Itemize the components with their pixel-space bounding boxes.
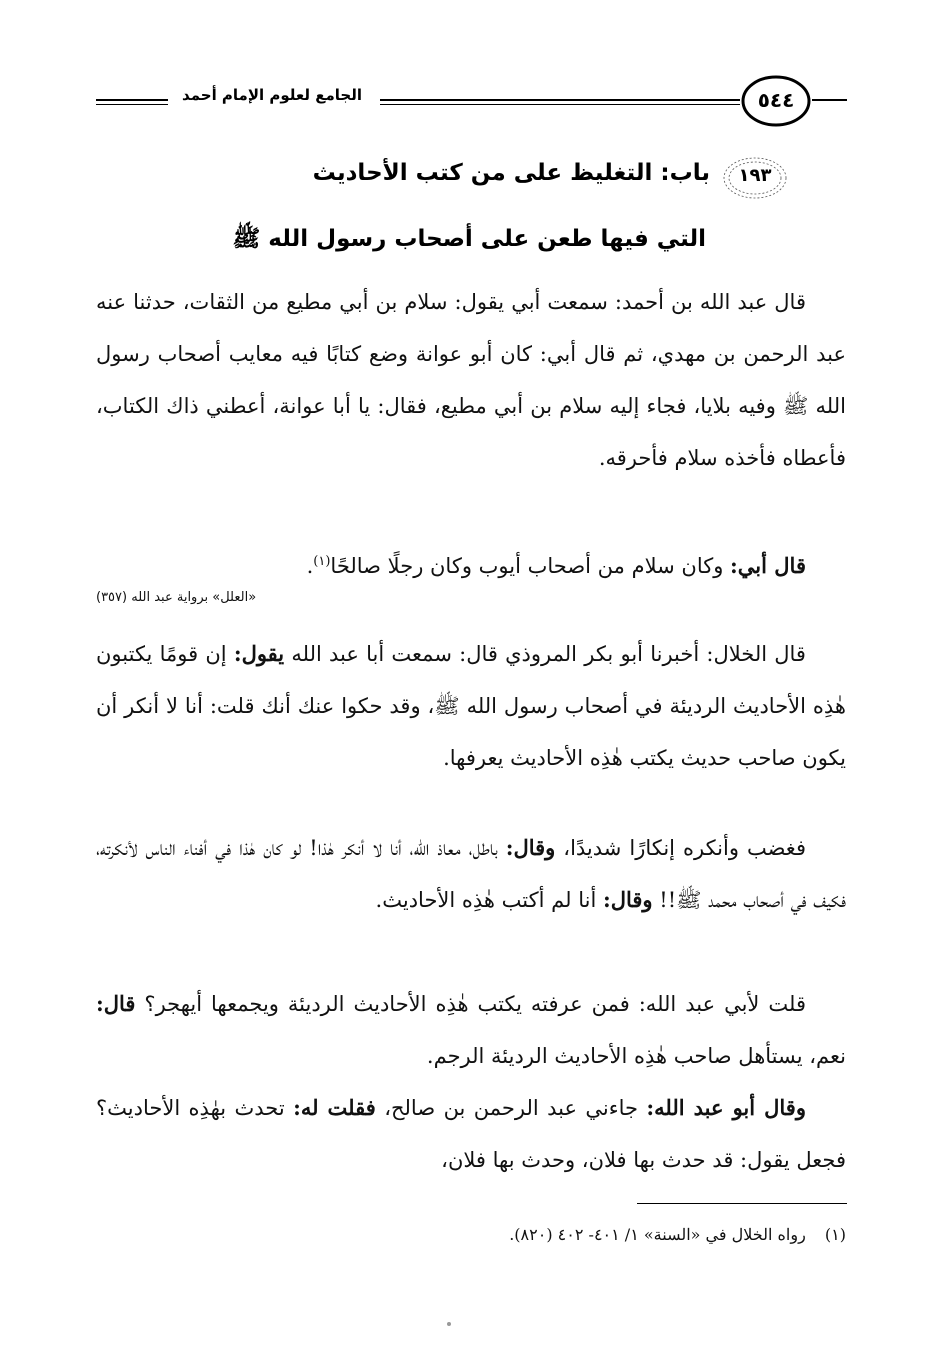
paragraph-2-end: . <box>306 554 314 578</box>
footnote-text: رواه الخلال في «السنة» ١/ ٤٠١- ٤٠٢ (٨٢٠). <box>509 1225 806 1244</box>
speaker-label: قال أبي: <box>730 553 806 578</box>
paragraph-6-bold-1: وقال أبو عبد الله: <box>646 1095 806 1120</box>
footnote <box>96 1222 846 1248</box>
page-number: ٥٤٤ <box>757 88 795 112</box>
paragraph-4-text-d: أنا لم أكتب هٰذِه الأحاديث. <box>375 888 597 912</box>
paragraph-4-bold-1: وقال: <box>505 835 556 860</box>
paragraph-6-text-a: جاءني عبد الرحمن بن صالح، <box>384 1096 639 1120</box>
paragraph-4-bold-2: وقال: <box>602 887 653 912</box>
paragraph-4-text-b: باطل، معاذ الله، أنا لا أنكر هٰذا! <box>309 836 498 860</box>
paragraph-4-text-a: فغضب وأنكره إنكارًا شديدًا، <box>563 836 806 860</box>
paragraph-3-text-a: قال الخلال: أخبرنا أبو بكر المروذي قال: سمعت أبا عبد الله <box>291 642 806 666</box>
header-rule-middle <box>380 99 740 101</box>
paragraph-5-text-b: نعم، يستأهل صاحب هٰذِه الأحاديث الرديئة الرجم. <box>426 1044 846 1068</box>
chapter-number: ١٩٣ <box>738 165 772 186</box>
header-rule-middle-thin <box>380 104 740 105</box>
paragraph-3-text-b: إن قومًا يكتبون هٰذِه الأحاديث الرديئة في أصحاب رسول الله ﷺ، وقد حكوا عنك أنك قلت: أنا لا أنكر أن يكون صاحب حديث يكتب هٰذِه الأحاديث يعرفها. <box>96 642 846 770</box>
chapter-title-line1: باب: التغليظ على من كتب الأحاديث <box>312 160 710 186</box>
paragraph-4 <box>96 822 846 926</box>
paragraph-5 <box>96 978 846 1082</box>
paragraph-6 <box>96 1082 846 1186</box>
page-number-badge <box>740 74 812 128</box>
paragraph-1-text: قال عبد الله بن أحمد: سمعت أبي يقول: سلام بن أبي مطيع من الثقات، حدثنا عنه عبد الرحمن بن مهدي، ثم قال أبي: كان أبو عوانة وضع كتابًا فيه معايب أصحاب رسول الله ﷺ وفيه بلايا، فجاء إليه سلام بن أبي مطيع، فقال: يا أبا عوانة، أعطني ذاك الكتاب، فأعطاه فأخذه سلام فأحرقه. <box>96 290 846 470</box>
scan-speck <box>447 1322 451 1326</box>
chapter-title-line2: التي فيها طعن على أصحاب رسول الله ﷺ <box>232 226 706 252</box>
paragraph-3-bold: يقول: <box>233 641 285 666</box>
running-header-title: الجامع لعلوم الإمام أحمد <box>182 86 362 104</box>
paragraph-2-text: وكان سلام من أصحاب أيوب وكان رجلًا صالحًا <box>330 554 724 578</box>
paragraph-5-text-a: قلت لأبي عبد الله: فمن عرفته يكتب هٰذِه الأحاديث الرديئة ويجمعها أيهجر؟ <box>144 992 806 1016</box>
paragraph-4-text-c: لو كان هٰذا في أفناء الناس لأنكرته، فكيف في أصحاب محمد ﷺ!! <box>96 836 846 912</box>
paragraph-2 <box>96 536 846 592</box>
paragraph-6-text-b: تحدث بهٰذِه الأحاديث؟ فجعل يقول: قد حدث بها فلان، وحدث بها فلان، <box>96 1096 846 1172</box>
paragraph-3 <box>96 628 846 784</box>
footnote-ref[interactable]: (١) <box>313 554 331 569</box>
paragraph-6-bold-2: فقلت له: <box>293 1095 376 1120</box>
chapter-number-badge <box>721 155 789 201</box>
paragraph-5-bold: قال: <box>96 991 136 1016</box>
header-rule-left-thin <box>96 104 168 105</box>
footnote-marker: (١) <box>824 1225 846 1244</box>
header-rule-right <box>812 99 847 101</box>
footnote-separator <box>637 1203 847 1204</box>
header-rule-left <box>96 99 168 101</box>
source-citation: «العلل» برواية عبد الله (٣٥٧) <box>96 590 257 605</box>
paragraph-1 <box>96 276 846 484</box>
